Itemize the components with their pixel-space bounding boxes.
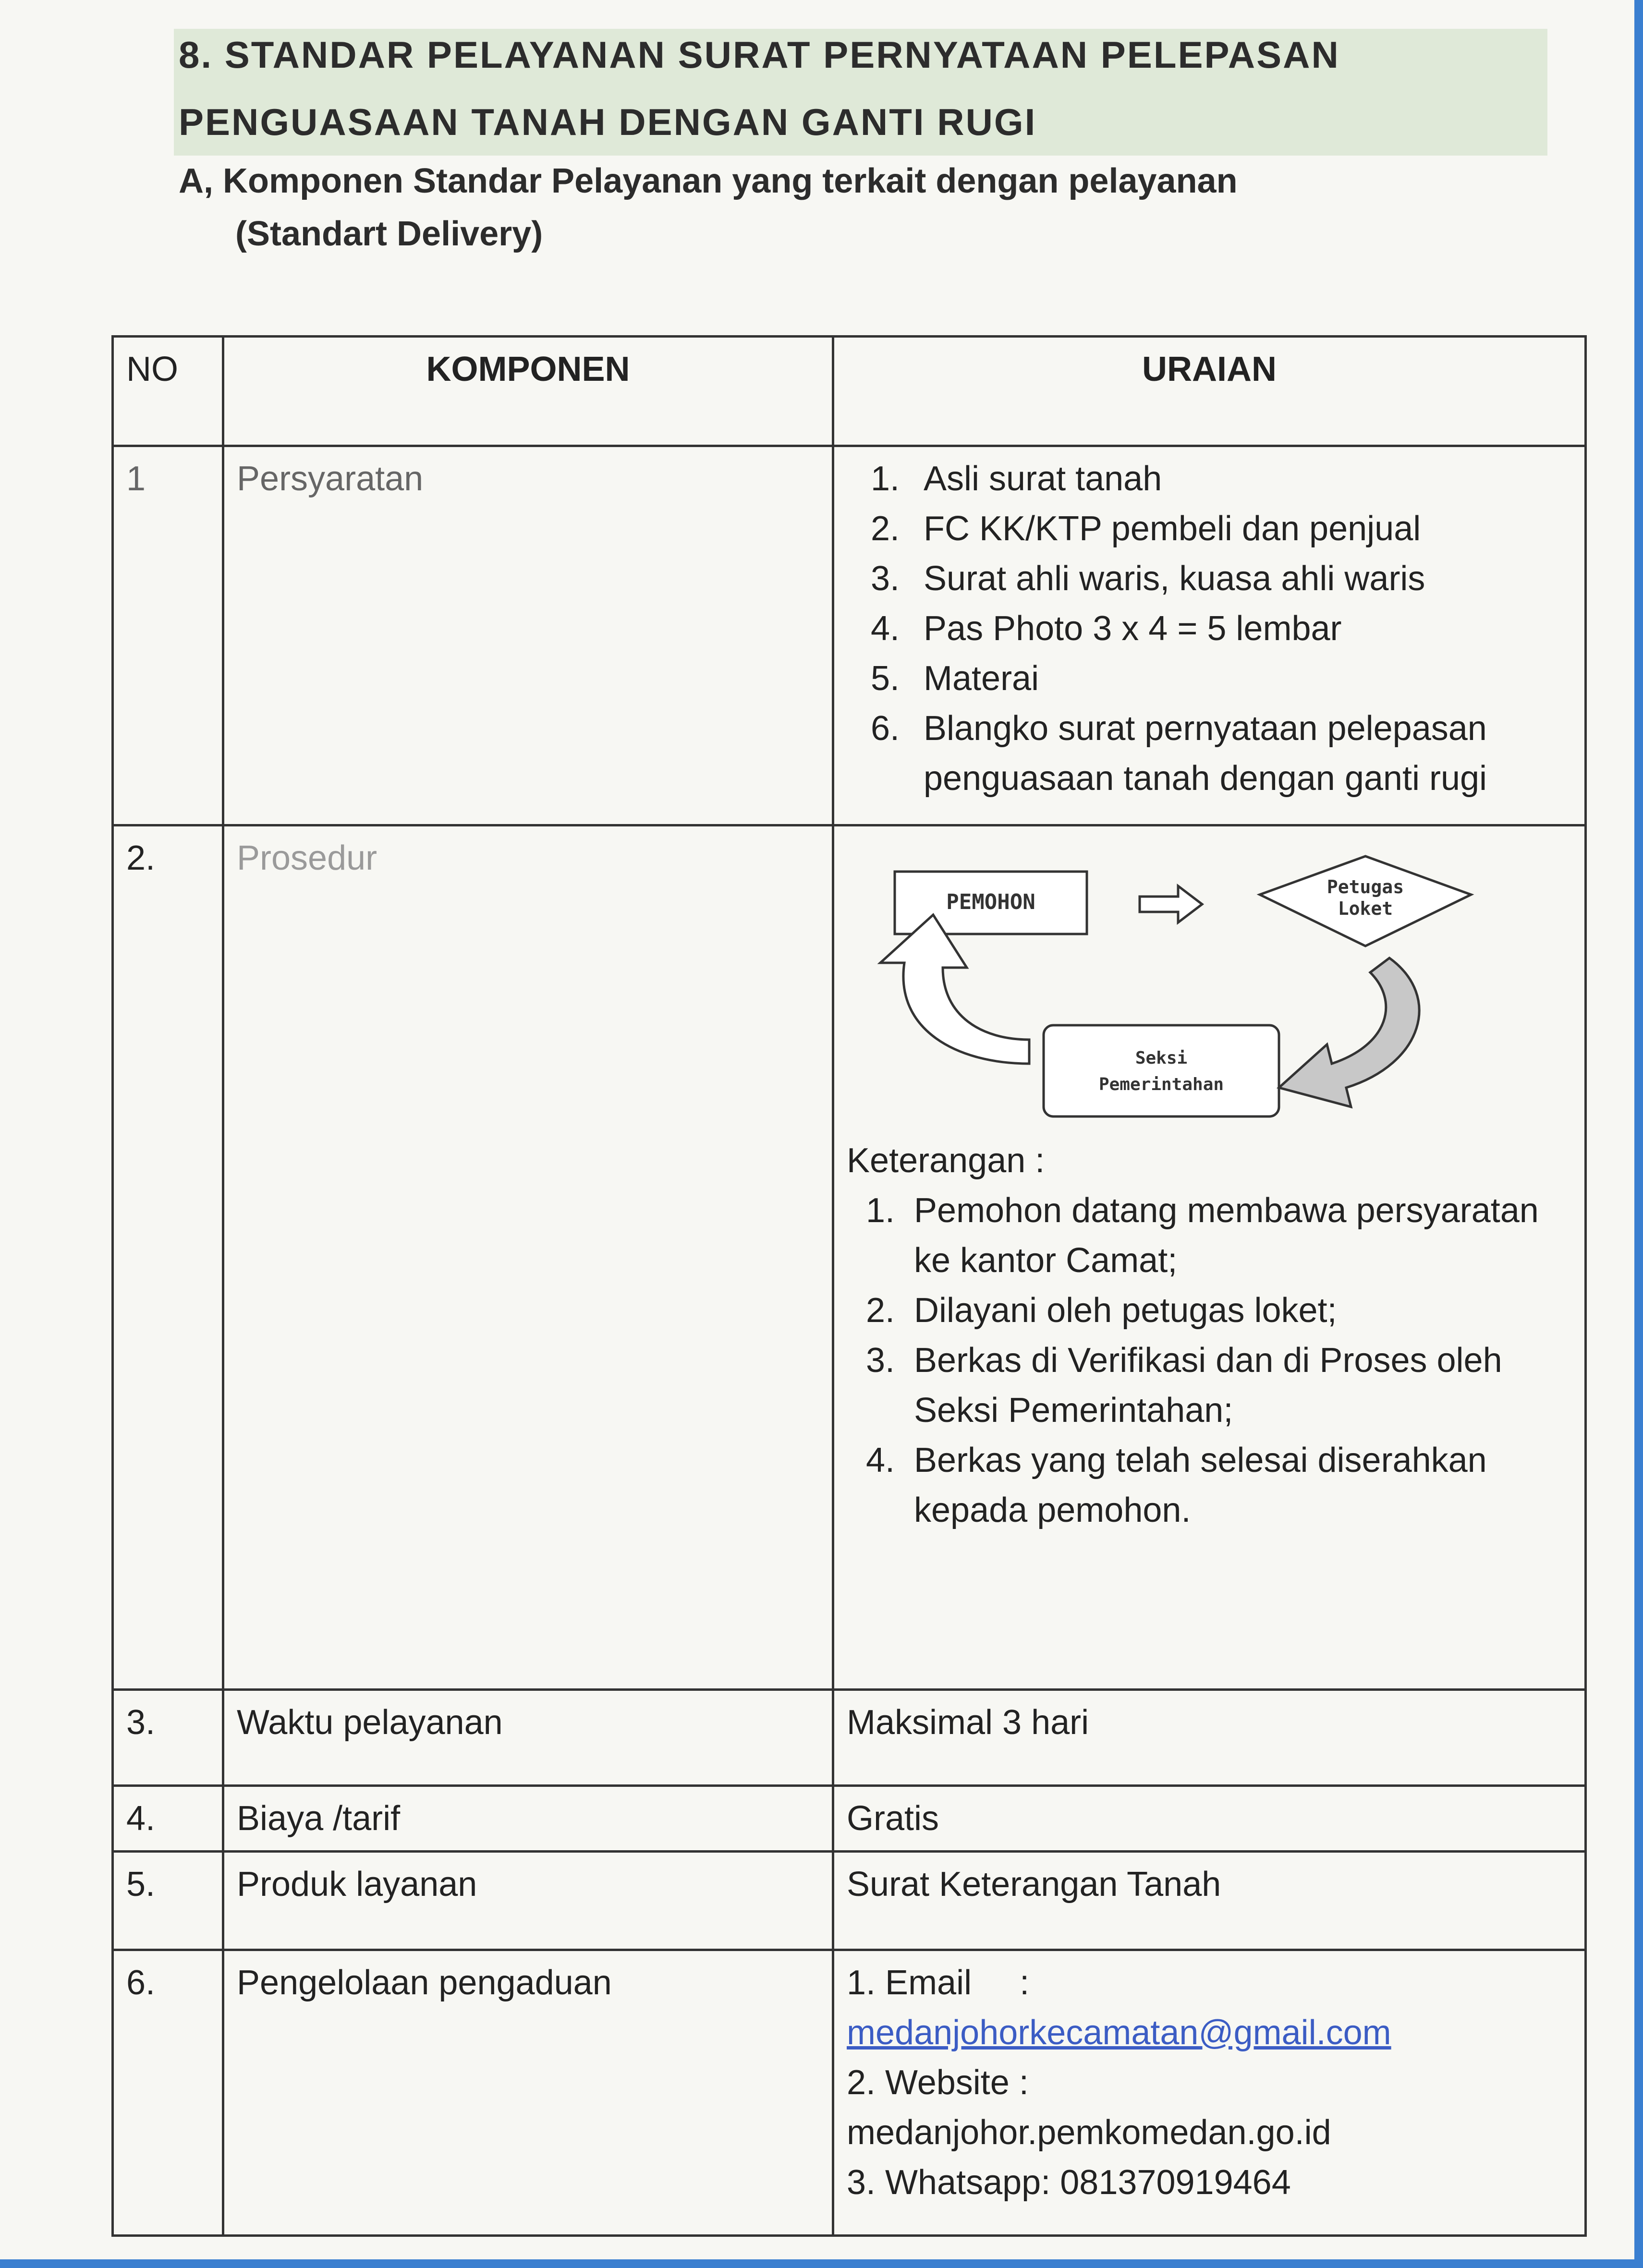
- pemerintahan-label: Pemerintahan: [1098, 1075, 1224, 1094]
- email-link[interactable]: medanjohorkecamatan@gmail.com: [847, 2013, 1391, 2052]
- table-row: [113, 1690, 1586, 1786]
- table-row: [113, 1786, 1586, 1852]
- table-header-row: [113, 337, 1586, 446]
- petugas-label: Petugas: [1327, 876, 1404, 897]
- list-item: 3. Surat ahli waris, kuasa ahli waris: [870, 559, 1425, 598]
- row-no: 1: [113, 446, 223, 825]
- document-title: [179, 21, 1543, 156]
- row-no: 3.: [113, 1690, 223, 1786]
- title-line-2: PENGUASAAN TANAH DENGAN GANTI RUGI: [179, 101, 1037, 143]
- table-row: [113, 446, 1586, 825]
- row-uraian: [833, 446, 1586, 825]
- website-link[interactable]: medanjohor.pemkomedan.go.id: [847, 2113, 1331, 2152]
- procedure-steps: [847, 1186, 1572, 1535]
- row-komponen: Waktu pelayanan: [223, 1690, 833, 1786]
- row-no: 5.: [113, 1852, 223, 1950]
- keterangan-label: Keterangan :: [847, 1141, 1045, 1180]
- email-label: 1. Email :: [847, 1964, 1030, 2002]
- list-item: 2. FC KK/KTP pembeli dan penjual: [870, 509, 1421, 548]
- return-arrow-icon: [880, 915, 1029, 1064]
- flowchart-diagram: [847, 838, 1567, 1136]
- whatsapp-contact: 3. Whatsapp: 081370919464: [847, 2163, 1291, 2202]
- row-komponen: Produk layanan: [223, 1852, 833, 1950]
- list-item: 4. Berkas yang telah selesai diserahkan kepada pemohon.: [865, 1441, 1487, 1529]
- row-uraian: Gratis: [833, 1786, 1586, 1852]
- arrow-right-icon: [1140, 886, 1202, 922]
- row-no: 6.: [113, 1950, 223, 2236]
- section-heading-line-1: A, Komponen Standar Pelayanan yang terkait dengan pelayanan: [179, 162, 1238, 200]
- header-uraian: URAIAN: [833, 337, 1586, 446]
- row-uraian: [833, 1950, 1586, 2236]
- list-item: 5. Materai: [870, 659, 1039, 698]
- list-item: 1. Asli surat tanah: [870, 460, 1162, 498]
- table-row: [113, 825, 1586, 1690]
- requirements-list: [847, 454, 1572, 803]
- row-no: 4.: [113, 1786, 223, 1852]
- list-item: 1. Pemohon datang membawa persyaratan ke kantor Camat;: [865, 1191, 1539, 1280]
- header-no: NO: [113, 337, 223, 446]
- loket-label: Loket: [1338, 898, 1393, 919]
- section-heading: [179, 155, 1543, 260]
- row-uraian: Surat Keterangan Tanah: [833, 1852, 1586, 1950]
- list-item: 6. Blangko surat pernyataan pelepasan penguasaan tanah dengan ganti rugi: [870, 709, 1487, 798]
- row-uraian: Maksimal 3 hari: [833, 1690, 1586, 1786]
- row-uraian: [833, 825, 1586, 1690]
- list-item: 2. Dilayani oleh petugas loket;: [865, 1291, 1337, 1330]
- title-line-1: 8. STANDAR PELAYANAN SURAT PERNYATAAN PELEPASAN: [179, 34, 1340, 76]
- seksi-label: Seksi: [1135, 1048, 1188, 1068]
- row-komponen: Prosedur: [223, 825, 833, 1690]
- standard-table: [111, 335, 1587, 2237]
- row-komponen: Persyaratan: [223, 446, 833, 825]
- website-label: 2. Website :: [847, 2063, 1029, 2102]
- table-row: [113, 1950, 1586, 2236]
- procedure-flowchart: [847, 838, 1572, 1136]
- row-no: 2.: [113, 825, 223, 1690]
- list-item: 4. Pas Photo 3 x 4 = 5 lembar: [870, 609, 1342, 648]
- section-heading-line-2: (Standart Delivery): [235, 215, 543, 253]
- seksi-box: [1044, 1025, 1279, 1116]
- header-komponen: KOMPONEN: [223, 337, 833, 446]
- row-komponen: Biaya /tarif: [223, 1786, 833, 1852]
- table-row: [113, 1852, 1586, 1950]
- pemohon-label: PEMOHON: [946, 890, 1035, 914]
- list-item: 3. Berkas di Verifikasi dan di Proses oleh Seksi Pemerintahan;: [865, 1341, 1502, 1430]
- row-komponen: Pengelolaan pengaduan: [223, 1950, 833, 2236]
- curved-arrow-icon: [1279, 958, 1419, 1107]
